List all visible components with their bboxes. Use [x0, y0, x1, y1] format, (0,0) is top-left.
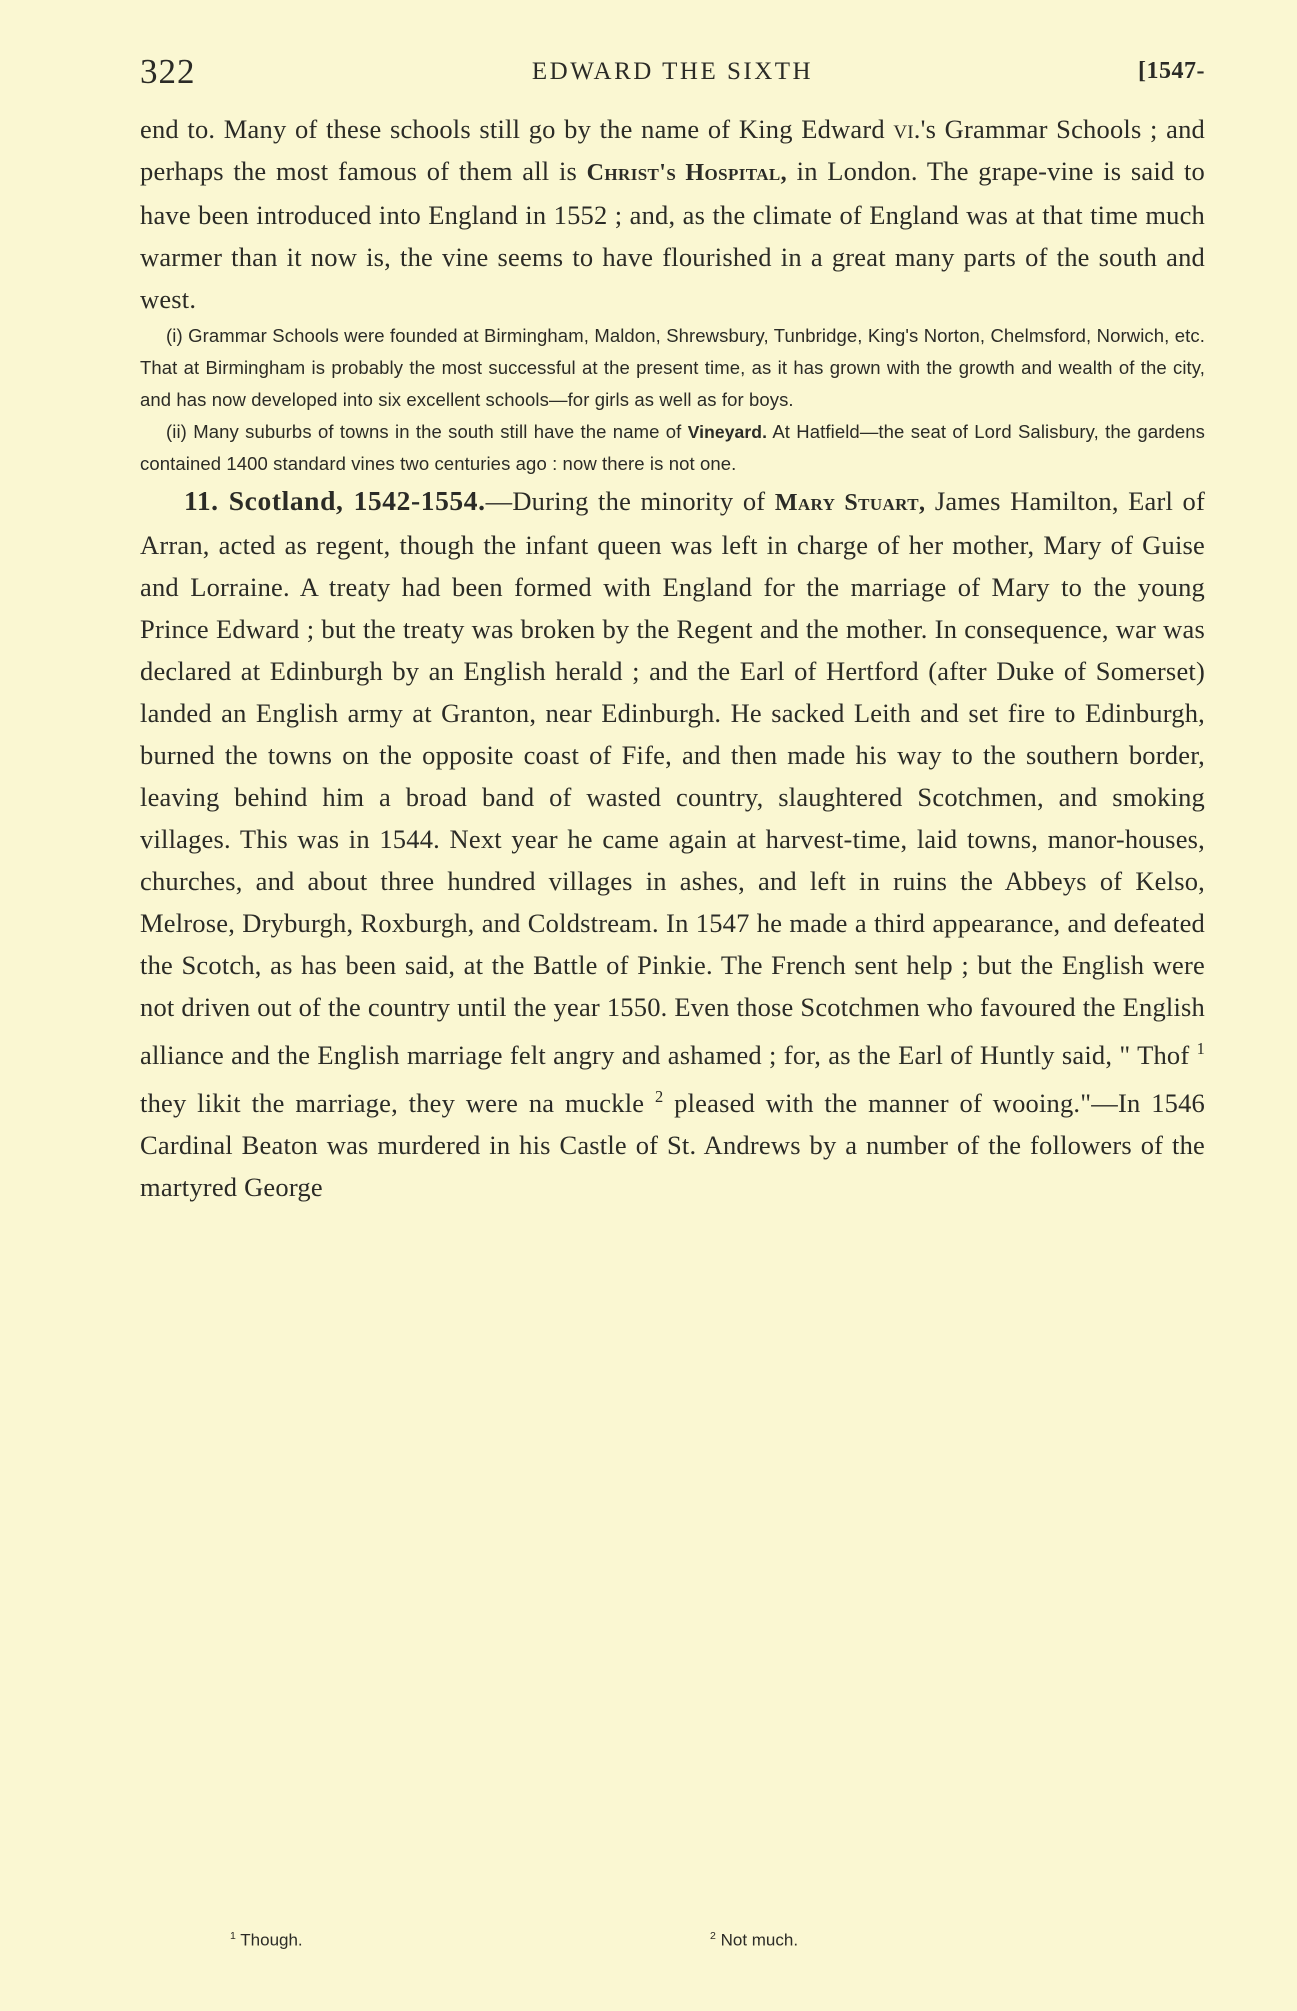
note-i [140, 320, 1205, 416]
footnote-1 [230, 1930, 303, 1951]
footnote-1-marker: 1 [230, 1930, 236, 1942]
note-ii-marker: (ii) [166, 421, 187, 442]
note-i-marker: (i) [166, 325, 183, 346]
mary-stuart-name: Mary Stuart, [774, 490, 926, 516]
paragraph-text-a: end to. Many of these schools still go by the name of King Edward [140, 114, 894, 144]
chapter-year-marker: [1547- [1138, 58, 1205, 84]
christs-hospital-name: Christ's Hospital, [586, 160, 788, 186]
page-content [140, 52, 1205, 1208]
footnote-ref-2: 2 [654, 1086, 664, 1106]
running-title: EDWARD THE SIXTH [531, 58, 814, 85]
paragraph-text-b: 's Grammar Schools ; and perhaps the most famous of them all is [140, 114, 1205, 186]
page-number: 322 [140, 52, 196, 91]
note-ii-emphasis: Vineyard. [687, 422, 768, 442]
section-text-c: they likit the marriage, they were na muckle [140, 1087, 655, 1118]
footnote-ref-1: 1 [1196, 1039, 1205, 1058]
paragraph-text-c: in London. The grape-vine is said to have been introduced into England in 1552 ; and, as the climate of England was at that time much warmer than it now is, the vine seems to have flourished in a great many parts of the south and west. [140, 156, 1205, 314]
footnote-2 [710, 1930, 798, 1951]
footnote-1-text: Though. [235, 1930, 303, 1950]
section-dash: — [485, 486, 513, 516]
paragraph-schools [140, 108, 1205, 320]
note-i-text: Grammar Schools were founded at Birmingham, Maldon, Shrewsbury, Tunbridge, King's Norton, Chelmsford, Norwich, etc. That at Birmingham is probably the most successful at the present time, as it has grown with the growth and wealth of the city, and has now developed into six excellent schools—for girls as well as for boys. [140, 325, 1205, 410]
section-scotland [140, 480, 1205, 1208]
note-ii [140, 416, 1205, 480]
section-text-a: During the minority of [512, 486, 775, 516]
footnote-2-marker: 2 [710, 1930, 716, 1942]
running-head [140, 52, 1205, 108]
section-text-d: pleased with the manner of wooing."—In 1546 Cardinal Beaton was murdered in his Castle of St. Andrews by a number of the followers of the martyred George [140, 1087, 1205, 1202]
note-ii-text-a: Many suburbs of towns in the south still have the name of [186, 421, 688, 442]
note-ii-text-b: At Hatfield—the seat of Lord Salisbury, the gardens contained 1400 standard vines two centuries ago : now there is not one. [140, 421, 1205, 474]
section-text-b: James Hamilton, Earl of Arran, acted as regent, though the infant queen was left in charge of her mother, Mary of Guise and Lorraine. A treaty had been formed with England for the marriage of Mary to the young Prince Edward ; but the treaty was broken by the Regent and the mother. In consequence, war was declared at Edinburgh by an English herald ; and the Earl of Hertford (after Duke of Somerset) landed an English army at Granton, near Edinburgh. He sacked Leith and set fire to Edinburgh, burned the towns on the opposite coast of Fife, and then made his way to the southern border, leaving behind him a broad band of wasted country, slaughtered Scotchmen, and smoking villages. This was in 1544. Next year he came again at harvest-time, laid towns, manor-houses, churches, and about three hundred villages in ashes, and left in ruins the Abbeys of Kelso, Melrose, Dryburgh, Roxburgh, and Coldstream. In 1547 he made a third appearance, and defeated the Scotch, as has been said, at the Battle of Pinkie. The French sent help ; but the English were not driven out of the country until the year 1550. Even those Scotchmen who favoured the English alliance and the English marriage felt angry and ashamed ; for, as the Earl of Huntly said, " Thof [140, 486, 1205, 1070]
edward-numeral: vi. [893, 114, 921, 144]
footnote-2-text: Not much. [715, 1930, 799, 1950]
section-heading: 11. Scotland, 1542-1554. [184, 485, 486, 516]
